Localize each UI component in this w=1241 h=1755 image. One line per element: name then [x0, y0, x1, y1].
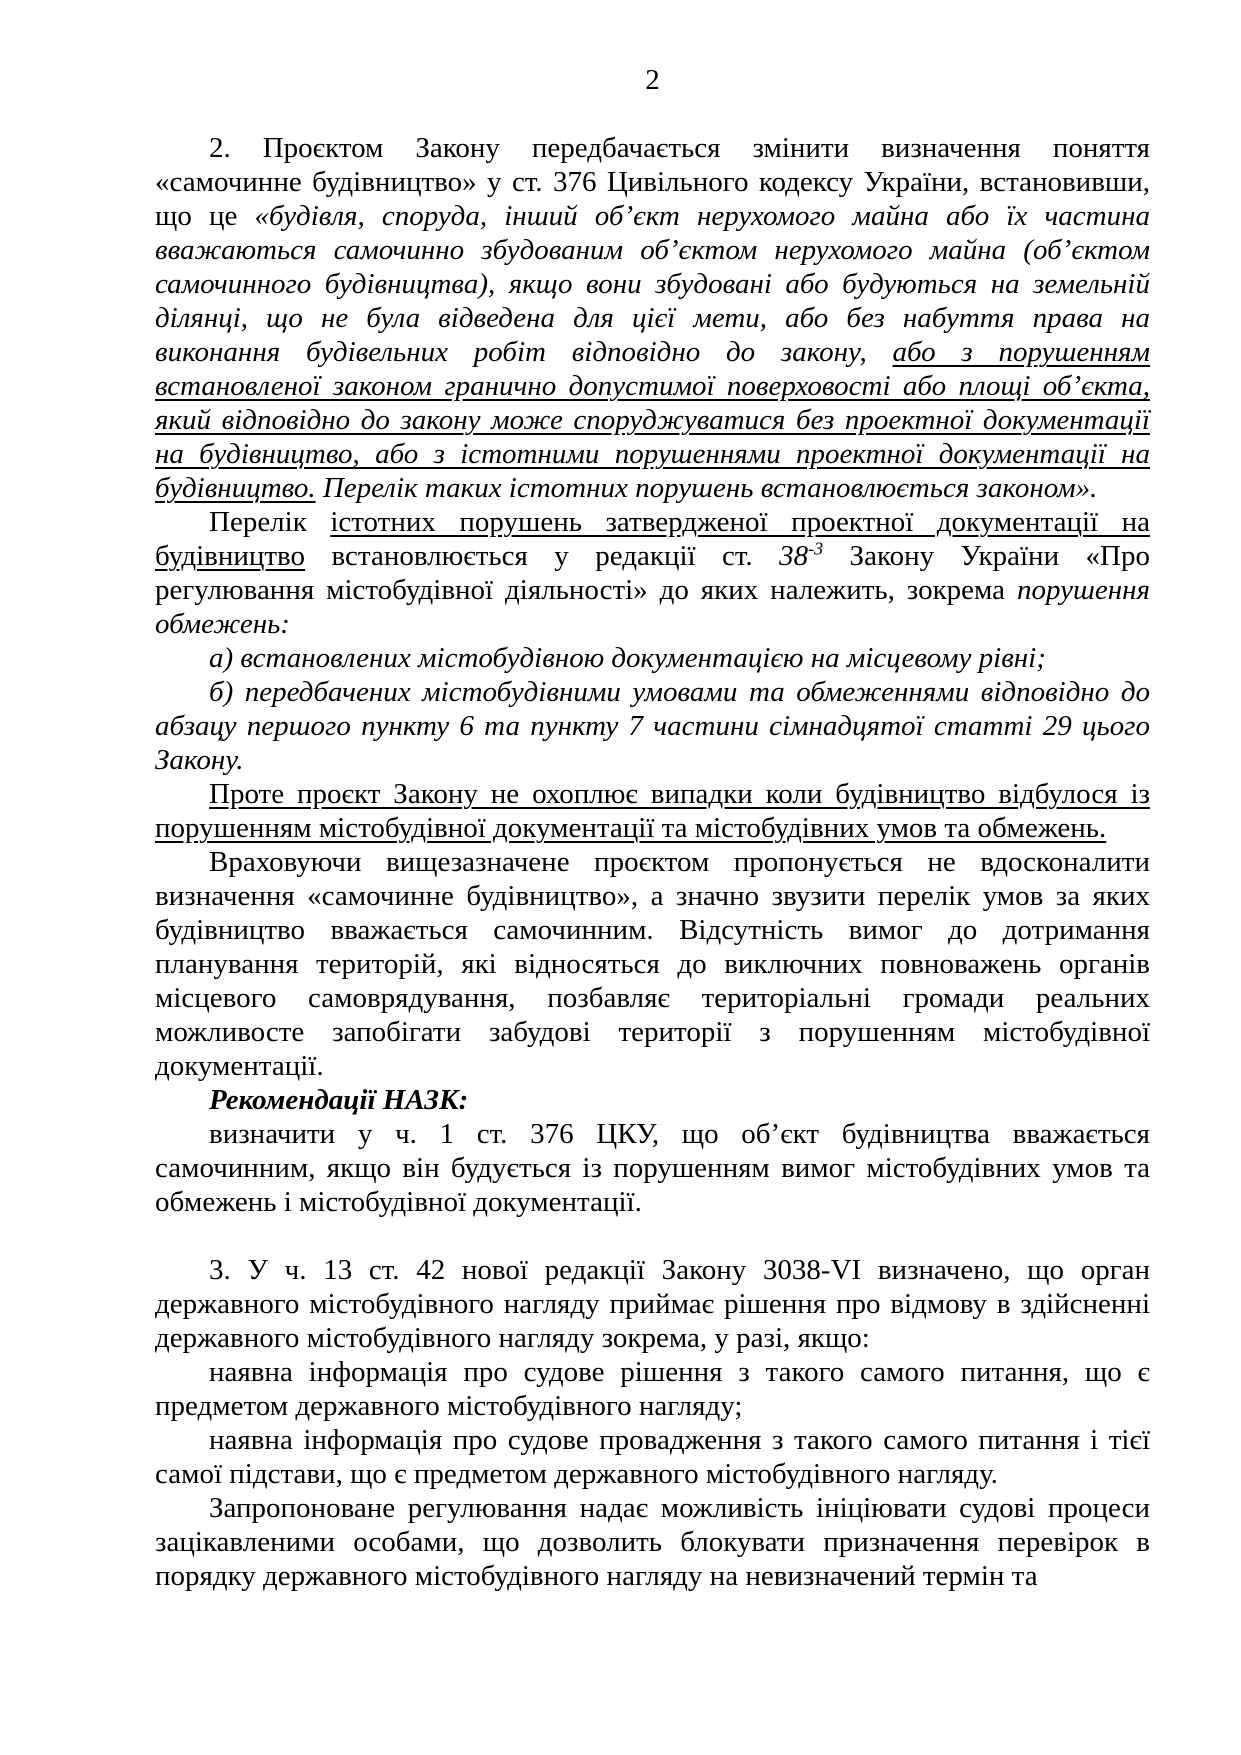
text-run: визначити у ч. 1 ст. 376 ЦКУ, що об’єкт будівництва вважається самочинним, якщо він будується із порушенням вимог містобудівних умов та обмежень і містобудівної документації. — [155, 1118, 1150, 1218]
para-zaproponovane — [155, 1491, 1150, 1593]
heading-recommendations-nazk — [155, 1083, 1150, 1117]
text-run: -3 — [808, 538, 824, 559]
para-2-definition — [155, 131, 1150, 505]
text-run: Враховуючи вищезазначене проєктом пропонується не вдосконалити визначення «самочинне будівництво», а значно звузити перелік умов за яких будівництво вважається самочинним. Відсутність вимог до дотримання планування територій, які відносяться до виключних повноважень органів місцевого самоврядування, позбавляє територіальні громади реальних можливосте запобігати забудові території з порушенням містобудівної документації. — [155, 846, 1150, 1082]
text-run: Проте проєкт Закону не охоплює випадки коли будівництво відбулося із порушенням містобудівної документації та містобудівних умов та обмежень. — [155, 778, 1150, 844]
text-run: або з порушенням встановленої законом гранично допустимої поверховості або площі об’єкта, який відповідно до закону може споруджуватися без проектної документації на будівництво, або з істотними порушеннями проектної документації на будівництво. — [155, 336, 1150, 504]
para-court-decision — [155, 1355, 1150, 1423]
para-vyznachyty — [155, 1117, 1150, 1219]
text-run: порушення обмежень: — [155, 574, 1150, 640]
text-run: а) встановлених містобудівною документацією на місцевому рівні; — [209, 642, 1046, 674]
document-body — [155, 131, 1150, 1593]
text-run: 2. Проєктом Закону передбачається змінити визначення поняття «самочинне будівництво» у ст. 376 Цивільного кодексу України, встановивши, що це — [155, 132, 1150, 232]
text-run: «будівля, споруда, інший об’єкт нерухомого майна або їх частина вважаються самочинно збудованим об’єктом нерухомого майна (об’єктом самочинного будівництва), якщо вони збудовані або будуються на земельній ділянці, що не була відведена для цієї мети, або без набуття права на виконання будівельних робіт відповідно до закону, — [155, 200, 1150, 368]
list-item-a — [155, 641, 1150, 675]
text-run: наявна інформація про судове рішення з такого самого питання, що є предметом державного містобудівного нагляду; — [155, 1356, 1150, 1422]
para-court-proceeding — [155, 1423, 1150, 1491]
page-number: 2 — [645, 64, 660, 96]
text-run: 38 — [779, 540, 809, 572]
para-vrakhovuyuchy — [155, 845, 1150, 1083]
text-run: Запропоноване регулювання надає можливість ініціювати судові процеси зацікавленими особами, що дозволить блокувати призначення перевірок в порядку державного містобудівного нагляду на невизначений термін та — [155, 1492, 1150, 1592]
text-run: Перелік таких істотних порушень встановлюється законом». — [315, 472, 1098, 504]
text-run: Закону України «Про регулювання містобудівної діяльності» до яких належить, зокрема — [155, 540, 1150, 606]
para-prote — [155, 777, 1150, 845]
text-run: істотних порушень затвердженої проектної документації на будівництво — [155, 506, 1150, 572]
text-run: 3. У ч. 13 ст. 42 нової редакції Закону 3038-VI визначено, що орган державного містобудівного нагляду приймає рішення про відмову в здійсненні державного містобудівного нагляду зокрема, у разі, якщо: — [155, 1254, 1150, 1354]
text-run: Перелік — [209, 506, 331, 538]
para-perelik-porushen — [155, 505, 1150, 641]
text-run: наявна інформація про судове провадження з такого самого питання і тієї самої підстави, що є предметом державного містобудівного нагляду. — [155, 1424, 1150, 1490]
list-item-b — [155, 675, 1150, 777]
para-3-law-3038 — [155, 1253, 1150, 1355]
text-run: встановлюється у редакції ст. — [305, 540, 780, 572]
text-run: Рекомендації НАЗК: — [209, 1084, 469, 1116]
text-run: б) передбачених містобудівними умовами та обмеженнями відповідно до абзацу першого пункту 6 та пункту 7 частини сімнадцятої статті 29 цього Закону. — [155, 676, 1150, 776]
